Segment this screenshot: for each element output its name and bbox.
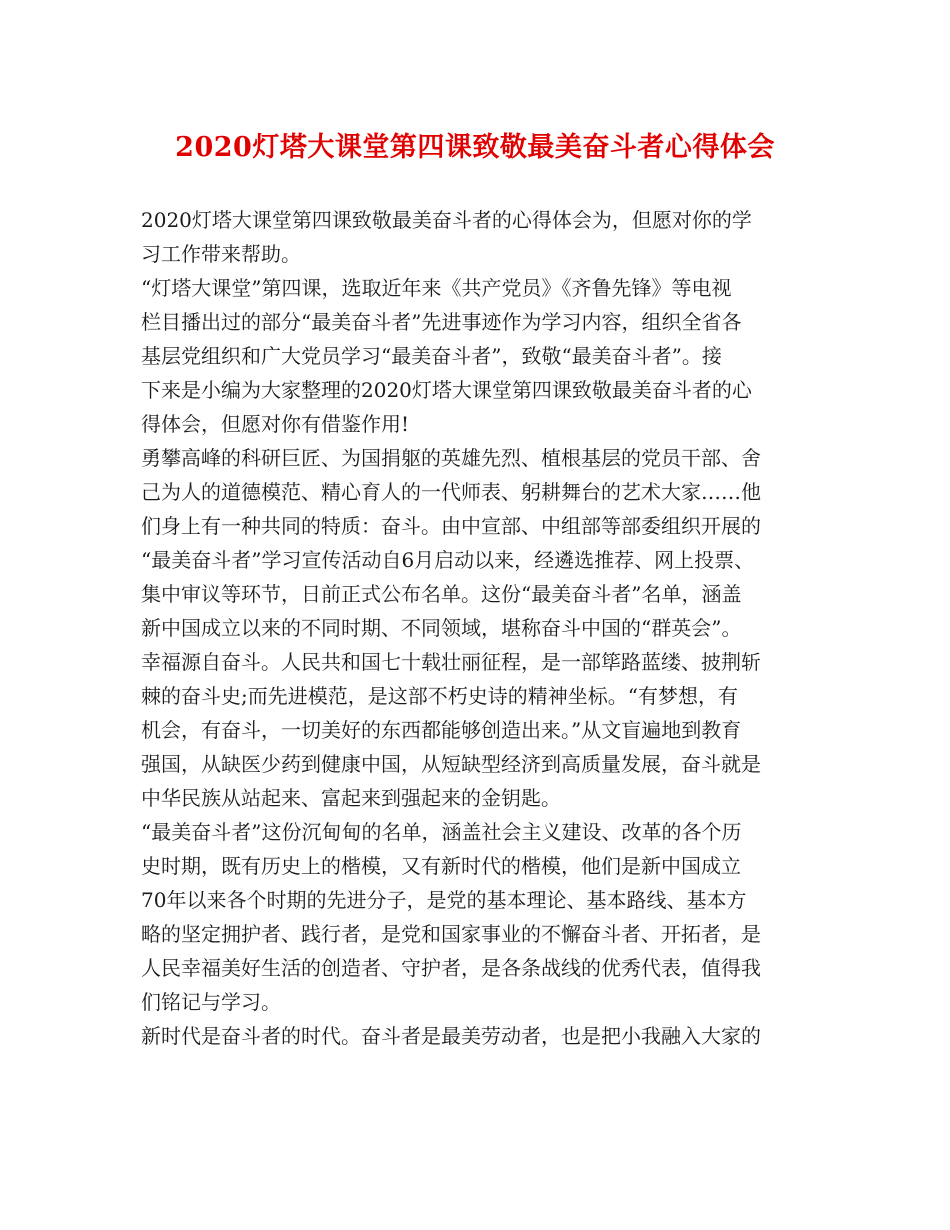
text-line: 中华民族从站起来、富起来到强起来的金钥匙。 [141,786,561,810]
text-line: 史时期，既有历史上的楷模，又有新时代的楷模，他们是新中国成立 [141,854,741,878]
document-title: 2020灯塔大课堂第四课致敬最美奋斗者心得体会 [175,132,775,163]
text-line: 们铭记与学习。 [141,990,281,1014]
text-line: 们身上有一种共同的特质：奋斗。由中宣部、中组部等部委组织开展的 [141,514,761,538]
paragraph [141,815,821,1019]
text-line: 70年以来各个时期的先进分子，是党的基本理论、基本路线、基本方 [141,888,747,912]
text-line: 栏目播出过的部分“最美奋斗者”先进事迹作为学习内容，组织全省各 [141,310,742,334]
paragraph [141,203,821,271]
paragraph [141,645,821,815]
text-line: 己为人的道德模范、精心育人的一代师表、躬耕舞台的艺术大家……他 [141,480,761,504]
text-line: 2020灯塔大课堂第四课致敬最美奋斗者的心得体会为，但愿对你的学 [141,208,752,232]
paragraph [141,1019,821,1053]
text-line: 得体会，但愿对你有借鉴作用! [141,412,410,436]
document-body [141,203,821,1053]
text-line: 略的坚定拥护者、践行者，是党和国家事业的不懈奋斗者、开拓者，是 [141,922,761,946]
text-line: 幸福源自奋斗。人民共和国七十载壮丽征程，是一部筚路蓝缕、披荆斩 [141,650,761,674]
text-line: 下来是小编为大家整理的2020灯塔大课堂第四课致敬最美奋斗者的心 [141,378,752,402]
text-line: 新时代是奋斗者的时代。奋斗者是最美劳动者，也是把小我融入大家的 [141,1024,761,1048]
paragraph [141,271,821,441]
text-line: 集中审议等环节，日前正式公布名单。这份“最美奋斗者”名单，涵盖 [141,582,742,606]
text-line: “灯塔大课堂”第四课，选取近年来《共产党员》《齐鲁先锋》等电视 [141,276,732,300]
text-line: 强国，从缺医少药到健康中国，从短缺型经济到高质量发展，奋斗就是 [141,752,761,776]
text-line: 机会，有奋斗，一切美好的东西都能够创造出来。”从文盲遍地到教育 [141,718,742,742]
text-line: 新中国成立以来的不同时期、不同领域，堪称奋斗中国的“群英会”。 [141,616,742,640]
text-line: 人民幸福美好生活的创造者、守护者，是各条战线的优秀代表，值得我 [141,956,761,980]
paragraph [141,441,821,645]
text-line: 勇攀高峰的科研巨匠、为国捐躯的英雄先烈、植根基层的党员干部、舍 [141,446,761,470]
text-line: “最美奋斗者”这份沉甸甸的名单，涵盖社会主义建设、改革的各个历 [141,820,742,844]
text-line: 棘的奋斗史;而先进模范，是这部不朽史诗的精神坐标。“有梦想，有 [141,684,738,708]
text-line: 习工作带来帮助。 [141,242,301,266]
text-line: “最美奋斗者”学习宣传活动自6月启动以来，经遴选推荐、网上投票、 [141,548,755,572]
text-line: 基层党组织和广大党员学习“最美奋斗者”，致敬“最美奋斗者”。接 [141,344,722,368]
